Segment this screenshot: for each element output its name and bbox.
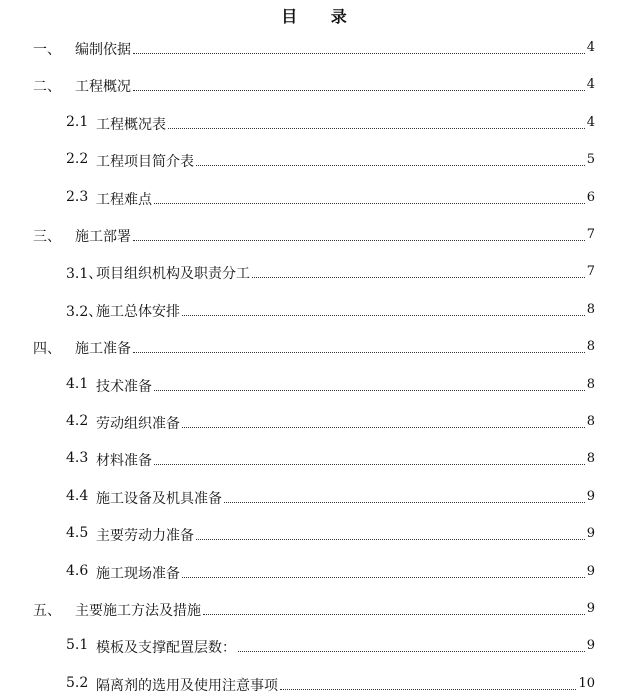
toc-entry-number: 4.4 bbox=[66, 487, 89, 504]
toc-entry-leader bbox=[154, 390, 585, 391]
toc-entry[interactable] bbox=[0, 299, 628, 321]
toc-entry[interactable] bbox=[0, 374, 628, 396]
toc-entry[interactable] bbox=[0, 224, 628, 246]
toc-entry-leader bbox=[133, 352, 585, 353]
toc-entry-number: 一、 bbox=[33, 42, 61, 58]
toc-entry-leader bbox=[196, 165, 585, 166]
toc-entry[interactable] bbox=[0, 336, 628, 358]
toc-entry-page-number: 9 bbox=[586, 601, 595, 616]
toc-entry[interactable] bbox=[0, 261, 628, 283]
toc-entry-page-number: 8 bbox=[586, 339, 595, 355]
toc-entry-label: 主要施工方法及措施 bbox=[75, 603, 201, 619]
toc-entry-label: 工程难点 bbox=[96, 191, 152, 208]
toc-entry-number: 4.3 bbox=[66, 450, 89, 467]
toc-entry-label: 主要劳动力准备 bbox=[96, 528, 194, 545]
toc-entry-number: 3.2、 bbox=[66, 303, 103, 320]
toc-entry-page-number: 4 bbox=[586, 40, 595, 55]
toc-entry-label: 技术准备 bbox=[96, 378, 152, 395]
toc-entry-label: 项目组织机构及职责分工 bbox=[96, 266, 250, 283]
toc-entry-leader bbox=[182, 427, 585, 428]
toc-entry-page-number: 8 bbox=[586, 301, 595, 317]
toc-title: 目 录 bbox=[281, 7, 361, 26]
toc-entry-label: 施工准备 bbox=[75, 341, 131, 358]
toc-entry[interactable] bbox=[0, 673, 628, 695]
toc-entry-number: 五、 bbox=[33, 603, 61, 619]
toc-entry-page-number: 6 bbox=[586, 189, 595, 205]
toc-entry[interactable] bbox=[0, 448, 628, 470]
toc-entry[interactable] bbox=[0, 486, 628, 508]
toc-entry-label: 施工总体安排 bbox=[96, 303, 180, 320]
toc-entry-page-number: 7 bbox=[586, 227, 595, 242]
toc-entry-leader bbox=[154, 464, 585, 465]
toc-entry-page-number: 9 bbox=[586, 526, 595, 542]
toc-entry-page-number: 8 bbox=[586, 414, 595, 429]
toc-entry-leader bbox=[182, 315, 585, 316]
toc-entry[interactable] bbox=[0, 635, 628, 657]
toc-entry[interactable] bbox=[0, 411, 628, 433]
toc-entry-leader bbox=[238, 651, 585, 652]
toc-entry-leader bbox=[182, 577, 585, 578]
toc-entry-label: 工程项目简介表 bbox=[96, 154, 194, 171]
toc-entry-number: 4.6 bbox=[66, 562, 89, 579]
toc-entry-label: 编制依据 bbox=[75, 42, 131, 58]
toc-entry-leader bbox=[133, 90, 585, 91]
toc-entry[interactable] bbox=[0, 37, 628, 59]
toc-entry-label: 施工设备及机具准备 bbox=[96, 490, 222, 507]
toc-entry-page-number: 9 bbox=[586, 563, 595, 579]
toc-entry-page-number: 7 bbox=[586, 264, 595, 280]
toc-entry-page-number: 4 bbox=[586, 114, 595, 130]
toc-entry[interactable] bbox=[0, 187, 628, 209]
toc-entry-label: 工程概况 bbox=[75, 79, 131, 96]
toc-entry-number: 5.1 bbox=[66, 637, 89, 654]
toc-entry-page-number: 9 bbox=[586, 638, 595, 654]
toc-entry-number: 2.2 bbox=[66, 151, 89, 168]
toc-entry-leader bbox=[224, 502, 585, 503]
toc-entry-leader bbox=[280, 689, 576, 690]
toc-entry-page-number: 5 bbox=[586, 152, 595, 168]
toc-entry-number: 三、 bbox=[33, 229, 61, 245]
toc-entry-number: 4.2 bbox=[66, 413, 89, 429]
toc-entry-leader bbox=[252, 277, 585, 278]
toc-entry[interactable] bbox=[0, 149, 628, 171]
toc-entry-number: 2.3 bbox=[66, 188, 89, 205]
toc-entry-label: 施工现场准备 bbox=[96, 565, 180, 582]
toc-entry-label: 劳动组织准备 bbox=[96, 416, 180, 432]
toc-entry[interactable] bbox=[0, 561, 628, 583]
toc-entry[interactable] bbox=[0, 598, 628, 620]
toc-entry-leader bbox=[154, 203, 585, 204]
toc-entry-label: 材料准备 bbox=[96, 453, 152, 470]
toc-entry-number: 2.1 bbox=[66, 113, 89, 130]
toc-entry-label: 模板及支撑配置层数： bbox=[96, 640, 236, 657]
toc-entry[interactable] bbox=[0, 523, 628, 545]
toc-entry-page-number: 9 bbox=[586, 488, 595, 504]
toc-entry[interactable] bbox=[0, 112, 628, 134]
toc-entry-number: 二、 bbox=[33, 79, 61, 96]
toc-entry[interactable] bbox=[0, 74, 628, 96]
toc-entry-leader bbox=[133, 53, 585, 54]
toc-entry-number: 4.5 bbox=[66, 525, 89, 542]
toc-entry-label: 施工部署 bbox=[75, 229, 131, 245]
toc-entry-page-number: 8 bbox=[586, 376, 595, 392]
toc-entry-label: 隔离剂的选用及使用注意事项 bbox=[96, 677, 278, 694]
toc-entry-page-number: 10 bbox=[578, 675, 595, 691]
toc-entry-number: 3.1、 bbox=[66, 266, 103, 283]
toc-entry-page-number: 8 bbox=[586, 451, 595, 467]
toc-entry-leader bbox=[168, 128, 585, 129]
toc-entry-leader bbox=[196, 539, 585, 540]
toc-entry-number: 四、 bbox=[33, 341, 61, 358]
toc-entry-number: 5.2 bbox=[66, 674, 89, 691]
toc-entry-label: 工程概况表 bbox=[96, 116, 166, 133]
toc-entry-leader bbox=[133, 240, 585, 241]
toc-entry-number: 4.1 bbox=[66, 375, 89, 392]
toc-entry-page-number: 4 bbox=[586, 77, 595, 93]
toc-entry-leader bbox=[203, 614, 585, 615]
